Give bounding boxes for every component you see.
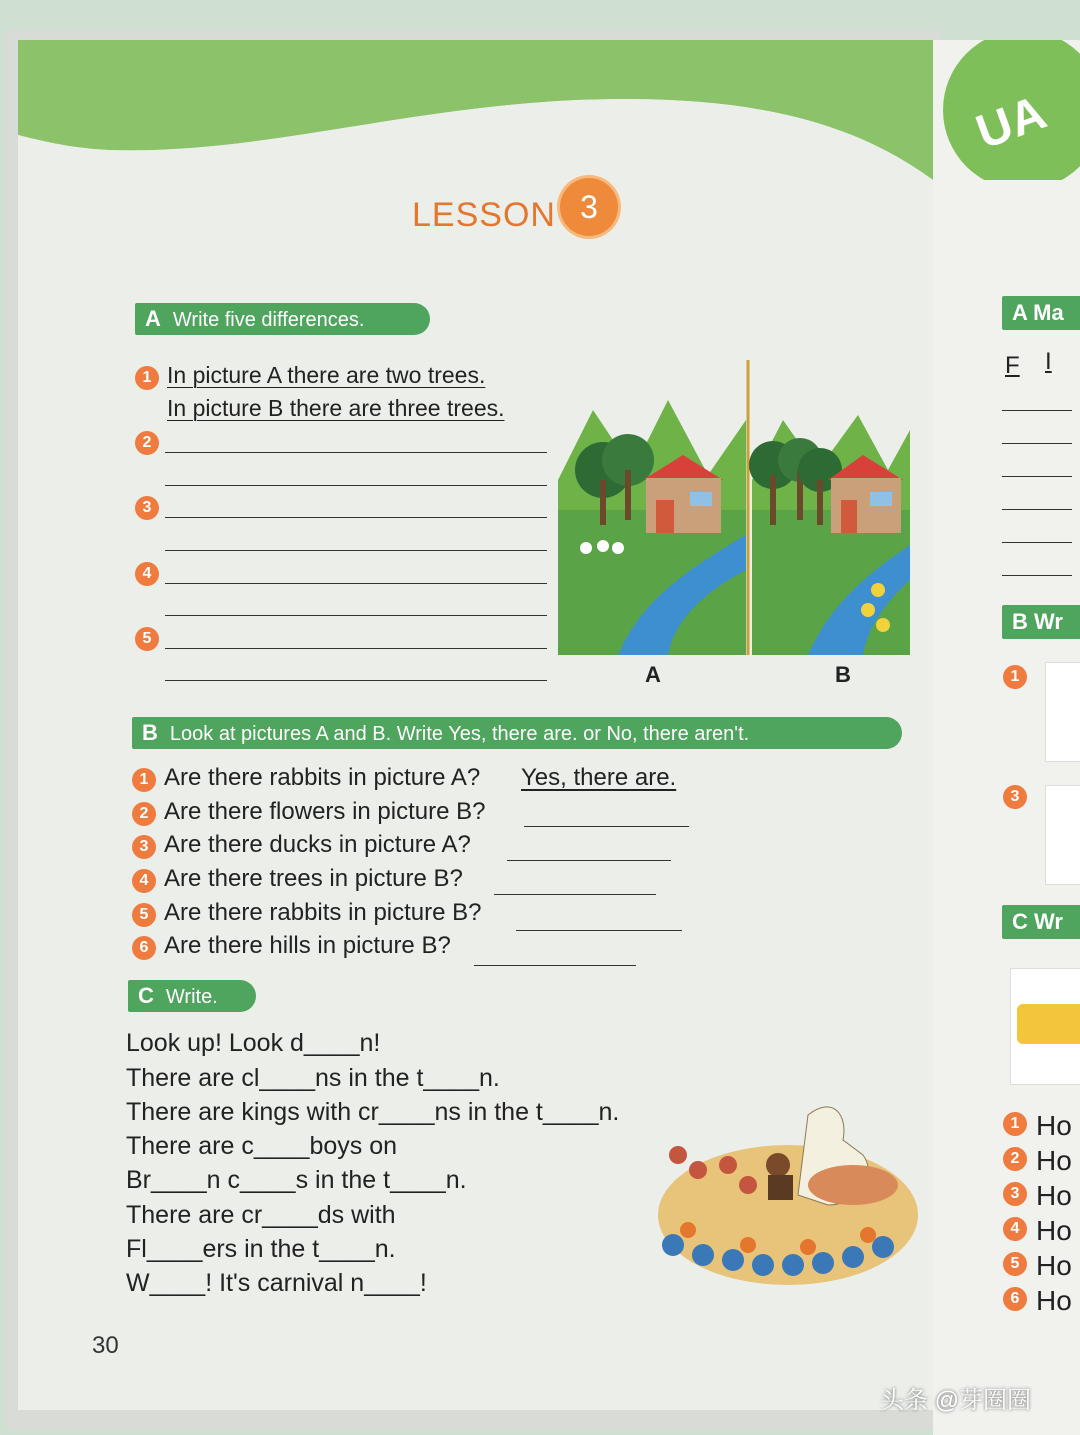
- question-text: Are there hills in picture B?: [164, 932, 451, 959]
- right-question-text: Ho: [1036, 1180, 1072, 1211]
- watermark: 头条 @芽圈圈: [880, 1387, 1032, 1414]
- section-c-header: [128, 980, 256, 1012]
- right-answer-line[interactable]: [1002, 509, 1072, 510]
- right-number: 6: [1003, 1287, 1027, 1311]
- answer-line[interactable]: [524, 826, 689, 827]
- section-b-header: [132, 717, 902, 749]
- answer-line[interactable]: [165, 485, 547, 486]
- picture-a-label: A: [645, 662, 661, 687]
- poem-line[interactable]: Look up! Look d____n!: [126, 1029, 381, 1057]
- carnival-illustration: [658, 1095, 918, 1285]
- section-c-letter: C: [138, 983, 154, 1008]
- answer-line[interactable]: [165, 550, 547, 551]
- section-b-letter: B: [142, 720, 158, 745]
- right-question-text: Ho: [1036, 1215, 1072, 1246]
- right-answer-line[interactable]: [1002, 575, 1072, 576]
- section-c-instruction: Write.: [165, 986, 218, 1008]
- poem-line[interactable]: Br____n c____s in the t____n.: [126, 1166, 467, 1194]
- answer-line[interactable]: [165, 452, 547, 453]
- item-number: 1: [135, 366, 159, 390]
- green-header-band: [18, 40, 933, 190]
- svg-text:UA: UA: [969, 86, 1053, 160]
- answer-line[interactable]: [165, 615, 547, 616]
- right-letter: F: [1005, 352, 1020, 379]
- question-number: 6: [132, 936, 156, 960]
- page-number: 30: [92, 1332, 119, 1359]
- poem-line[interactable]: There are kings with cr____ns in the t____n.: [126, 1098, 620, 1126]
- right-letter: I: [1045, 348, 1052, 375]
- question-text: Are there ducks in picture A?: [164, 831, 471, 858]
- example-answer-line1: In picture A there are two trees.: [167, 362, 486, 388]
- right-number: 3: [1003, 785, 1027, 809]
- picture-a-b-illustration: [558, 360, 910, 660]
- unit-logo: [933, 40, 1080, 180]
- question-number: 4: [132, 869, 156, 893]
- question-text: Are there trees in picture B?: [164, 865, 463, 892]
- poem-line[interactable]: There are cl____ns in the t____n.: [126, 1064, 500, 1092]
- picture-b: [749, 360, 910, 655]
- example-answer: Yes, there are.: [521, 764, 677, 791]
- section-a-letter: A: [145, 306, 161, 331]
- question-text: Are there flowers in picture B?: [164, 798, 486, 825]
- right-section-b-header: B Wr: [1002, 605, 1080, 639]
- right-answer-line[interactable]: [1002, 410, 1072, 411]
- right-number: 1: [1003, 665, 1027, 689]
- answer-line[interactable]: [165, 648, 547, 649]
- poem-line[interactable]: W____! It's carnival n____!: [126, 1269, 427, 1297]
- answer-line[interactable]: [516, 930, 682, 931]
- question-number: 1: [132, 768, 156, 792]
- question-text: Are there rabbits in picture A?: [164, 764, 481, 791]
- answer-line[interactable]: [165, 517, 547, 518]
- question-number: 3: [132, 835, 156, 859]
- picture-a: [558, 360, 746, 655]
- bus-icon: [1017, 1004, 1080, 1044]
- question-number: 5: [132, 903, 156, 927]
- picture-b-label: B: [835, 662, 851, 687]
- lesson-number: 3: [560, 178, 618, 236]
- answer-line[interactable]: [165, 680, 547, 681]
- right-number: 5: [1003, 1252, 1027, 1276]
- example-answer-line2: In picture B there are three trees.: [167, 395, 505, 421]
- right-number: 1: [1003, 1112, 1027, 1136]
- right-answer-line[interactable]: [1002, 542, 1072, 543]
- answer-line[interactable]: [507, 860, 671, 861]
- right-section-a-header: A Ma: [1002, 296, 1080, 330]
- poem-line[interactable]: There are cr____ds with: [126, 1201, 396, 1229]
- right-question-text: Ho: [1036, 1250, 1072, 1281]
- right-question-text: Ho: [1036, 1285, 1072, 1316]
- answer-line[interactable]: [494, 894, 656, 895]
- section-a-header: [135, 303, 430, 335]
- poem-line[interactable]: There are c____boys on: [126, 1132, 398, 1160]
- question-number: 2: [132, 802, 156, 826]
- item-number: 5: [135, 627, 159, 651]
- right-card: [1045, 785, 1080, 885]
- poem-line[interactable]: Fl____ers in the t____n.: [126, 1235, 396, 1263]
- right-number: 2: [1003, 1147, 1027, 1171]
- right-number: 3: [1003, 1182, 1027, 1206]
- section-a-instruction: Write five differences.: [172, 309, 365, 331]
- right-answer-line[interactable]: [1002, 443, 1072, 444]
- question-text: Are there rabbits in picture B?: [164, 899, 482, 926]
- right-card: [1045, 662, 1080, 762]
- right-question-text: Ho: [1036, 1145, 1072, 1176]
- item-number: 2: [135, 431, 159, 455]
- item-number: 3: [135, 496, 159, 520]
- right-section-c-header: C Wr: [1002, 905, 1080, 939]
- right-question-text: Ho: [1036, 1110, 1072, 1141]
- right-number: 4: [1003, 1217, 1027, 1241]
- item-number: 4: [135, 562, 159, 586]
- answer-line[interactable]: [474, 965, 636, 966]
- lesson-title: LESSON: [412, 196, 556, 234]
- bus-picture: [1010, 968, 1080, 1085]
- right-answer-line[interactable]: [1002, 476, 1072, 477]
- section-b-instruction: Look at pictures A and B. Write Yes, there are. or No, there aren't.: [169, 723, 750, 745]
- answer-line[interactable]: [165, 583, 547, 584]
